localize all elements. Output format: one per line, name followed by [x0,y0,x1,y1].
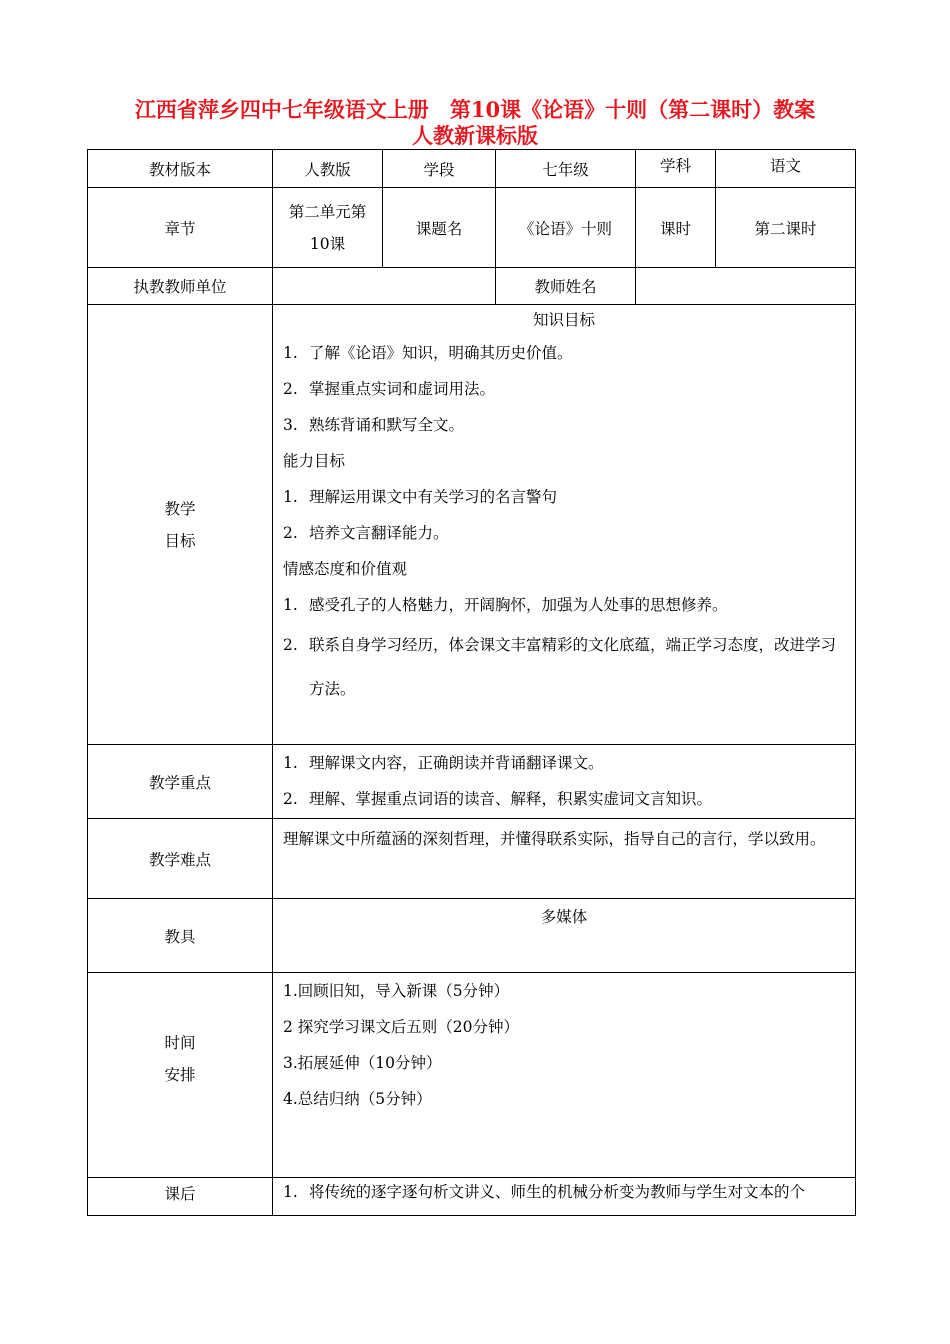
after-class-content [273,1178,856,1216]
label-time-schedule-line1: 时间 [164,1034,196,1052]
row-teacher [88,268,856,305]
label-after-class: 课后 [88,1178,273,1216]
schedule-item: 3.拓展延伸（10分钟） [283,1054,442,1072]
label-time-schedule-line2: 安排 [164,1066,196,1084]
label-teaching-focus: 教学重点 [88,745,273,819]
row-textbook [88,150,856,188]
row-goals [88,305,856,745]
label-teacher-unit: 执教教师单位 [88,268,273,305]
goals-content [273,305,856,745]
value-chapter-line2: 10课 [309,234,346,253]
row-chapter [88,188,856,268]
ability-goal-item: 2. 培养文言翻译能力。 [283,524,449,542]
label-teaching-goals-line2: 目标 [164,531,196,550]
value-chapter [273,188,383,268]
knowledge-goal-item: 3. 熟练背诵和默写全文。 [283,416,465,434]
label-subject: 学科 [636,150,716,188]
label-teacher-name: 教师姓名 [496,268,636,305]
label-teaching-goals [88,305,273,745]
row-difficulty [88,819,856,899]
schedule-content [273,973,856,1178]
label-teaching-tools: 教具 [88,899,273,973]
emotion-goal-item: 2. 联系自身学习经历，体会课文丰富精彩的文化底蕴，端正学习态度，改进学习方法。 [283,636,837,698]
value-textbook-version: 人教版 [273,150,383,188]
lesson-plan-table [87,149,856,1216]
document-title-line1: 江西省萍乡四中七年级语文上册 第10课《论语》十则（第二课时）教案 [134,97,816,122]
label-time-schedule [88,973,273,1178]
document-title-line2: 人教新课标版 [412,123,538,148]
value-teaching-tools: 多媒体 [273,899,856,973]
label-teaching-difficulty: 教学难点 [88,819,273,899]
label-textbook-version: 教材版本 [88,150,273,188]
difficulty-content [273,819,856,899]
knowledge-goals-heading: 知识目标 [532,311,595,329]
label-chapter: 章节 [88,188,273,268]
emotion-goal-item: 1. 感受孔子的人格魅力，开阔胸怀，加强为人处事的思想修养。 [283,596,728,614]
focus-item: 2. 理解、掌握重点词语的读音、解释，积累实虚词文言知识。 [283,790,713,808]
after-class-item: 1. 将传统的逐字逐句析文讲义、师生的机械分析变为教师与学生对文本的个 [283,1183,806,1201]
knowledge-goal-item: 1. 了解《论语》知识，明确其历史价值。 [283,344,573,362]
value-stage: 七年级 [496,150,636,188]
value-teacher-unit [273,268,496,305]
emotion-goals-heading: 情感态度和价值观 [283,560,408,578]
ability-goals-heading: 能力目标 [283,452,346,470]
value-chapter-line1: 第二单元第 [288,202,367,221]
focus-item: 1. 理解课文内容，正确朗读并背诵翻译课文。 [283,754,604,772]
knowledge-goal-item: 2. 掌握重点实词和虚词用法。 [283,380,496,398]
value-teacher-name [636,268,856,305]
schedule-item: 4.总结归纳（5分钟） [283,1090,432,1108]
label-period: 课时 [636,188,716,268]
ability-goal-item: 1. 理解运用课文中有关学习的名言警句 [283,488,558,506]
value-period: 第二课时 [716,188,856,268]
row-focus [88,745,856,819]
row-after-class [88,1178,856,1216]
value-lesson-name: 《论语》十则 [496,188,636,268]
label-stage: 学段 [383,150,496,188]
difficulty-text: 理解课文中所蕴涵的深刻哲理，并懂得联系实际，指导自己的言行，学以致用。 [283,830,826,848]
schedule-item: 2 探究学习课文后五则（20分钟） [283,1018,520,1036]
focus-content [273,745,856,819]
row-schedule [88,973,856,1178]
label-lesson-name: 课题名 [383,188,496,268]
schedule-item: 1.回顾旧知，导入新课（5分钟） [283,982,510,1000]
label-teaching-goals-line1: 教学 [164,499,196,518]
row-tools [88,899,856,973]
value-subject: 语文 [716,150,856,188]
